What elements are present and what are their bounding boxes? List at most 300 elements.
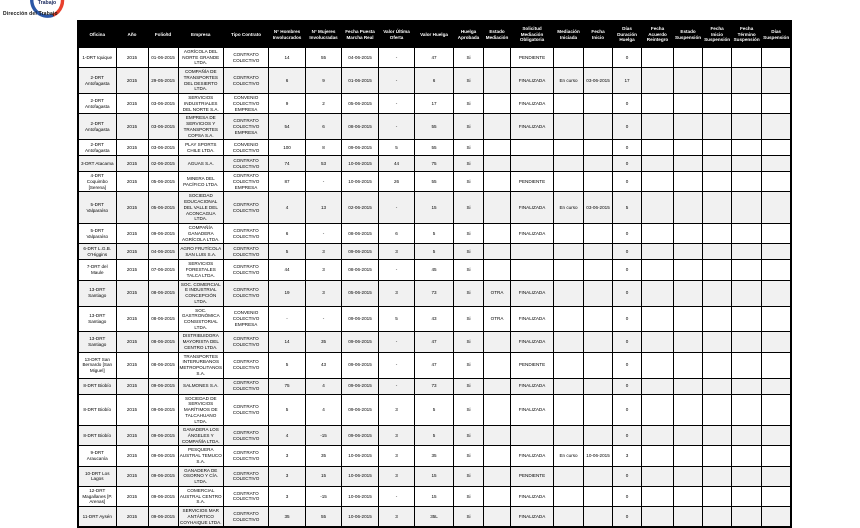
table-cell: Si <box>454 48 484 68</box>
table-cell: 02-06-2015 <box>342 192 379 224</box>
logo-label: Trabajo <box>37 0 57 6</box>
table-cell: FINALIZADA <box>511 94 554 114</box>
table-cell <box>762 394 792 426</box>
table-cell: 6 <box>269 68 306 94</box>
trabajo-logo <box>27 0 67 20</box>
table-cell: SERVICIOS MAR ANTÁRTICO COYHAIQUE LTDA. <box>178 507 224 528</box>
table-body <box>78 48 791 528</box>
table-cell <box>762 224 792 244</box>
table-cell: Si <box>454 156 484 172</box>
org-subtitle: Dirección del Trabajo <box>3 11 58 17</box>
table-cell: 0 <box>613 378 642 394</box>
table-cell: COMPAÑÍA DE TRANSPORTES DEL DESIERTO LTDA. <box>178 68 224 94</box>
table-cell: - <box>379 94 415 114</box>
table-cell: 10-DRT Los Lagos <box>78 466 116 486</box>
table-cell: DISTRIBUIDORA MAYORISTA DEL CENTRO LTDA. <box>178 332 224 352</box>
table-cell: 3 <box>379 244 415 260</box>
table-row <box>78 378 791 394</box>
table-cell: SOC. GASTRONÓMICA CONSISTORIAL LTDA. <box>178 306 224 332</box>
table-cell: 2015 <box>116 352 148 378</box>
table-cell: 43 <box>306 352 342 378</box>
table-row <box>78 332 791 352</box>
table-cell: 2015 <box>116 68 148 94</box>
table-cell <box>584 394 613 426</box>
table-cell: 55 <box>415 140 454 156</box>
table-cell: FINALIZADA <box>511 68 554 94</box>
table-cell <box>762 466 792 486</box>
table-cell: 09-06-2015 <box>148 426 178 446</box>
table-cell: 2015 <box>116 426 148 446</box>
table-cell: 0 <box>613 352 642 378</box>
table-cell: 10-06-2015 <box>342 466 379 486</box>
table-cell: 35L <box>415 507 454 528</box>
header-cell: N° Hombres Involucrados <box>269 21 306 48</box>
table-cell: 47 <box>415 48 454 68</box>
table-cell <box>584 378 613 394</box>
table-cell: 0 <box>613 140 642 156</box>
table-cell <box>762 260 792 280</box>
table-cell: 08-06-2015 <box>342 114 379 140</box>
table-cell: - <box>379 114 415 140</box>
table-cell <box>554 94 584 114</box>
table-cell <box>584 48 613 68</box>
table-cell: - <box>379 378 415 394</box>
table-cell <box>642 306 674 332</box>
table-cell: 17 <box>415 94 454 114</box>
table-cell: 0 <box>613 224 642 244</box>
table-cell: GANADERA LOS ÁNGELES Y COMPAÑÍA LTDA. <box>178 426 224 446</box>
table-cell <box>511 426 554 446</box>
table-cell: 3 <box>379 446 415 466</box>
table-cell <box>642 394 674 426</box>
table-row <box>78 48 791 68</box>
table-cell: 6 <box>269 224 306 244</box>
table-cell: - <box>306 224 342 244</box>
table-cell <box>762 306 792 332</box>
table-cell: Si <box>454 352 484 378</box>
table-cell <box>642 332 674 352</box>
table-cell: 3 <box>379 394 415 426</box>
table-cell: Si <box>454 378 484 394</box>
table-cell: 2015 <box>116 94 148 114</box>
table-cell <box>642 48 674 68</box>
table-cell <box>484 486 511 506</box>
table-cell <box>554 378 584 394</box>
table-cell: 2-DRT Antofagasta <box>78 94 116 114</box>
table-cell: 15 <box>415 192 454 224</box>
table-cell <box>732 244 762 260</box>
table-cell: 55 <box>306 48 342 68</box>
table-cell: MINERA DEL PACÍFICO LTDA. <box>178 172 224 192</box>
table-cell: CONTRATO COLECTIVO <box>224 260 269 280</box>
table-cell: 1-DRT Iquique <box>78 48 116 68</box>
table-cell: Si <box>454 114 484 140</box>
table-cell: Si <box>454 280 484 306</box>
table-cell: 5 <box>415 426 454 446</box>
table-cell: Si <box>454 140 484 156</box>
table-cell: 5-DRT Valparaíso <box>78 224 116 244</box>
table-cell: 44 <box>269 260 306 280</box>
table-cell: AGRO FRUTÍCOLA SAN LUIS S.A. <box>178 244 224 260</box>
table-cell <box>584 94 613 114</box>
table-cell <box>484 140 511 156</box>
table-cell <box>732 486 762 506</box>
table-cell <box>762 378 792 394</box>
table-row <box>78 352 791 378</box>
table-cell <box>642 244 674 260</box>
table-cell <box>762 352 792 378</box>
table-cell <box>674 68 703 94</box>
table-cell <box>703 466 732 486</box>
table-cell: 3 <box>306 260 342 280</box>
table-cell: 0 <box>613 332 642 352</box>
table-cell <box>732 352 762 378</box>
table-cell <box>762 140 792 156</box>
table-cell <box>703 352 732 378</box>
header-cell: Fecha Puesta Marcha Real <box>342 21 379 48</box>
table-cell <box>732 446 762 466</box>
table-cell: 47 <box>415 352 454 378</box>
table-cell: 3 <box>269 466 306 486</box>
table-cell: PENDIENTE <box>511 352 554 378</box>
table-cell <box>554 394 584 426</box>
table-cell: 5 <box>415 224 454 244</box>
table-cell: 87 <box>269 172 306 192</box>
table-cell: PESQUERA AUSTRAL TEMUCO S.A. <box>178 446 224 466</box>
table-cell <box>484 192 511 224</box>
table-cell: Si <box>454 306 484 332</box>
table-cell: 5 <box>379 140 415 156</box>
table-cell: 2015 <box>116 172 148 192</box>
table-cell: FINALIZADA <box>511 224 554 244</box>
table-row <box>78 306 791 332</box>
table-cell: - <box>306 306 342 332</box>
table-cell: 5 <box>613 192 642 224</box>
table-cell: En curso <box>554 446 584 466</box>
header-cell: Días Suspensión <box>762 21 792 48</box>
table-cell <box>554 172 584 192</box>
table-cell: 5 <box>379 306 415 332</box>
table-cell <box>674 507 703 528</box>
table-cell: OTRA <box>484 306 511 332</box>
table-cell <box>584 306 613 332</box>
table-cell: Si <box>454 486 484 506</box>
table-cell: Si <box>454 224 484 244</box>
table-cell: 08-06-2015 <box>148 280 178 306</box>
table-cell <box>762 507 792 528</box>
table-cell: CONTRATO COLECTIVO <box>224 192 269 224</box>
table-cell <box>732 114 762 140</box>
header-cell: Huelga Aprobada <box>454 21 484 48</box>
table-cell: 3 <box>379 507 415 528</box>
table-cell: 2015 <box>116 244 148 260</box>
table-cell <box>584 426 613 446</box>
table-cell <box>511 244 554 260</box>
table-cell: 07-06-2015 <box>148 260 178 280</box>
table-cell <box>554 332 584 352</box>
table-cell: 6 <box>379 224 415 244</box>
table-cell: 05-06-2015 <box>148 192 178 224</box>
table-cell <box>762 48 792 68</box>
table-cell: 2015 <box>116 114 148 140</box>
table-cell: 2015 <box>116 507 148 528</box>
table-cell: 09-06-2015 <box>148 486 178 506</box>
table-cell: 10-06-2015 <box>342 172 379 192</box>
table-cell: 3 <box>379 426 415 446</box>
table-cell: 35 <box>415 446 454 466</box>
table-cell <box>484 394 511 426</box>
table-cell: CONVENIO COLECTIVO <box>224 140 269 156</box>
table-row <box>78 446 791 466</box>
table-cell: CONTRATO COLECTIVO <box>224 507 269 528</box>
table-cell: 0 <box>613 94 642 114</box>
table-cell: 10-06-2015 <box>342 446 379 466</box>
table-cell <box>484 68 511 94</box>
table-cell: 73 <box>415 378 454 394</box>
table-cell: 10-06-2015 <box>342 486 379 506</box>
table-cell: 3 <box>306 244 342 260</box>
table-cell: 45 <box>415 260 454 280</box>
table-cell <box>674 306 703 332</box>
header-cell: N° Mujeres Involucradas <box>306 21 342 48</box>
table-cell <box>484 48 511 68</box>
table-cell: 2015 <box>116 486 148 506</box>
table-cell <box>674 280 703 306</box>
table-cell <box>584 140 613 156</box>
table-cell: 74 <box>269 156 306 172</box>
table-cell: 2015 <box>116 192 148 224</box>
table-cell: 3-DRT Atacama <box>78 156 116 172</box>
table-cell: 0 <box>613 114 642 140</box>
table-cell: 2015 <box>116 394 148 426</box>
table-cell: PENDIENTE <box>511 48 554 68</box>
table-cell: Si <box>454 244 484 260</box>
table-cell: 15 <box>306 466 342 486</box>
table-cell: 4 <box>306 378 342 394</box>
header-cell: Solicitud Mediación Obligatoria <box>511 21 554 48</box>
table-cell: 2-DRT Antofagasta <box>78 140 116 156</box>
table-cell: 9-DRT Araucanía <box>78 446 116 466</box>
table-cell <box>762 114 792 140</box>
table-cell: Si <box>454 94 484 114</box>
table-cell: 53 <box>306 156 342 172</box>
table-cell: 09-06-2015 <box>342 306 379 332</box>
table-row <box>78 114 791 140</box>
table-cell: 01-06-2015 <box>342 68 379 94</box>
table-cell: 13-DRT Santiago <box>78 306 116 332</box>
table-cell: 100 <box>269 140 306 156</box>
table-cell <box>554 114 584 140</box>
table-cell <box>484 446 511 466</box>
table-cell: COMPAÑÍA GANADERA AGRÍCOLA LTDA. <box>178 224 224 244</box>
table-cell: Si <box>454 394 484 426</box>
table-cell <box>484 352 511 378</box>
table-cell: FINALIZADA <box>511 394 554 426</box>
table-cell: 09-06-2015 <box>342 352 379 378</box>
table-cell: 75 <box>269 378 306 394</box>
table-cell <box>484 94 511 114</box>
table-cell <box>642 378 674 394</box>
table-cell: 09-06-2015 <box>342 244 379 260</box>
table-cell: 35 <box>269 507 306 528</box>
table-cell: 2015 <box>116 280 148 306</box>
table-cell <box>584 352 613 378</box>
table-cell <box>703 68 732 94</box>
table-cell <box>732 192 762 224</box>
table-cell <box>554 224 584 244</box>
table-cell <box>642 446 674 466</box>
table-cell: 13-DRT Santiago <box>78 332 116 352</box>
table-cell: 35 <box>306 446 342 466</box>
table-cell: 2015 <box>116 466 148 486</box>
table-cell <box>484 244 511 260</box>
table-cell <box>703 280 732 306</box>
table-cell <box>584 224 613 244</box>
table-cell: 08-06-2015 <box>148 306 178 332</box>
table-cell: AGRÍCOLA DEL NORTE GRANDE LTDA. <box>178 48 224 68</box>
table-cell: PENDIENTE <box>511 466 554 486</box>
table-row <box>78 466 791 486</box>
table-row <box>78 94 791 114</box>
table-cell: - <box>379 486 415 506</box>
table-cell <box>703 426 732 446</box>
table-cell: 8 <box>306 140 342 156</box>
header-cell: Mediación Iniciada <box>554 21 584 48</box>
table-cell <box>554 306 584 332</box>
table-cell: - <box>306 172 342 192</box>
table-cell: CONTRATO COLECTIVO <box>224 446 269 466</box>
table-cell <box>732 378 762 394</box>
table-cell: 3 <box>379 466 415 486</box>
table-cell <box>732 172 762 192</box>
table-cell: OTRA <box>484 280 511 306</box>
table-cell: SALMONES S.A. <box>178 378 224 394</box>
table-cell: CONVENIO COLECTIVO EMPRESA <box>224 94 269 114</box>
table-row <box>78 486 791 506</box>
table-cell: 09-06-2015 <box>342 332 379 352</box>
table-cell: En curso <box>554 192 584 224</box>
header-cell: Fecha Inicio Suspensión <box>703 21 732 48</box>
table-cell <box>674 244 703 260</box>
table-cell: 0 <box>613 507 642 528</box>
table-cell: 03-06-2015 <box>148 140 178 156</box>
table-cell: - <box>379 192 415 224</box>
table-cell <box>554 48 584 68</box>
table-cell: 0 <box>613 260 642 280</box>
table-cell: 2015 <box>116 378 148 394</box>
table-cell <box>484 224 511 244</box>
table-cell: 05-06-2015 <box>148 172 178 192</box>
table-cell: 3 <box>613 446 642 466</box>
table-cell: 10-06-2015 <box>584 446 613 466</box>
table-cell: 0 <box>613 426 642 446</box>
table-cell <box>674 378 703 394</box>
table-row <box>78 280 791 306</box>
table-cell: 5 <box>415 244 454 260</box>
table-cell: 8-DRT Biobío <box>78 378 116 394</box>
report-table <box>77 20 792 528</box>
report-table-container <box>77 20 792 528</box>
table-cell: 8-DRT Biobío <box>78 394 116 426</box>
header-cell: Valor Última Oferta <box>379 21 415 48</box>
header-cell: Estado Suspensión <box>674 21 703 48</box>
table-cell: 4-DRT Coquimbo [Serena] <box>78 172 116 192</box>
table-cell <box>762 332 792 352</box>
table-cell: TRANSPORTES INTERURBANOS METROPOLITANOS S.A. <box>178 352 224 378</box>
table-cell: CONTRATO COLECTIVO <box>224 156 269 172</box>
table-cell: FINALIZADA <box>511 446 554 466</box>
table-cell: 08-06-2015 <box>148 332 178 352</box>
table-cell: Si <box>454 507 484 528</box>
header-cell: Valor Huelga <box>415 21 454 48</box>
table-cell <box>674 224 703 244</box>
table-cell <box>703 172 732 192</box>
table-cell <box>762 280 792 306</box>
table-cell: CONTRATO COLECTIVO <box>224 352 269 378</box>
header-cell: Fecha Acuerdo Reintegro <box>642 21 674 48</box>
table-row <box>78 156 791 172</box>
table-cell: 12-DRT Magallanes [P. Arenas] <box>78 486 116 506</box>
table-cell <box>642 172 674 192</box>
table-cell: 5 <box>269 244 306 260</box>
table-cell: CONTRATO COLECTIVO <box>224 48 269 68</box>
table-cell: CONTRATO COLECTIVO EMPRESA <box>224 172 269 192</box>
table-cell <box>484 332 511 352</box>
table-cell: 03-06-2015 <box>148 114 178 140</box>
table-cell <box>642 426 674 446</box>
table-cell: FINALIZADA <box>511 486 554 506</box>
table-cell: FINALIZADA <box>511 306 554 332</box>
table-cell <box>674 394 703 426</box>
table-row <box>78 172 791 192</box>
table-cell: 09-06-2015 <box>148 446 178 466</box>
table-row <box>78 244 791 260</box>
table-cell <box>703 48 732 68</box>
table-cell: 9 <box>306 68 342 94</box>
table-cell <box>484 156 511 172</box>
table-cell: 09-06-2015 <box>148 378 178 394</box>
header-cell: Oficina <box>78 21 116 48</box>
table-cell <box>703 394 732 426</box>
table-cell: CONVENIO COLECTIVO EMPRESA <box>224 306 269 332</box>
table-cell <box>642 260 674 280</box>
table-cell: FINALIZADA <box>511 280 554 306</box>
table-row <box>78 68 791 94</box>
table-cell <box>584 332 613 352</box>
table-cell <box>674 114 703 140</box>
table-cell <box>732 280 762 306</box>
table-cell <box>642 156 674 172</box>
table-cell <box>484 426 511 446</box>
table-cell <box>674 192 703 224</box>
table-cell: 44 <box>379 156 415 172</box>
table-cell: CONTRATO COLECTIVO <box>224 394 269 426</box>
table-cell: 3 <box>379 280 415 306</box>
table-cell: 09-06-2015 <box>342 140 379 156</box>
table-cell <box>703 446 732 466</box>
table-cell: 0 <box>613 156 642 172</box>
table-cell: 0 <box>613 244 642 260</box>
table-cell: 7-DRT del Maule <box>78 260 116 280</box>
table-cell: 01-06-2015 <box>148 48 178 68</box>
header-cell: Días Duración Huelga <box>613 21 642 48</box>
table-cell: 14 <box>269 48 306 68</box>
table-cell: 26 <box>379 172 415 192</box>
table-cell <box>554 466 584 486</box>
table-cell <box>732 94 762 114</box>
table-cell <box>762 244 792 260</box>
table-cell: 6 <box>415 68 454 94</box>
